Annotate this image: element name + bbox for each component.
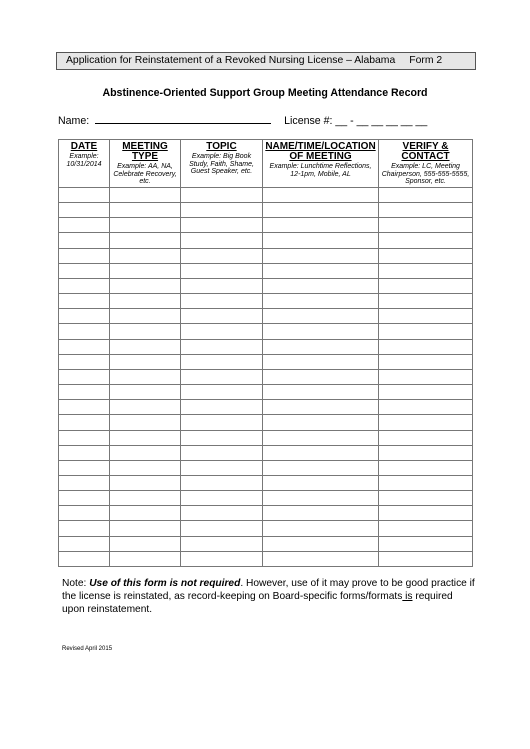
table-row [59, 339, 473, 354]
table-cell[interactable] [181, 218, 263, 233]
table-cell[interactable] [379, 460, 473, 475]
table-cell[interactable] [379, 339, 473, 354]
note-paragraph [62, 577, 478, 616]
table-cell[interactable] [379, 445, 473, 460]
revision-date: Revised April 2015 [62, 646, 113, 652]
table-cell[interactable] [59, 218, 110, 233]
table-cell[interactable] [181, 521, 263, 536]
column-header-name-time-location [263, 140, 379, 188]
table-cell[interactable] [181, 203, 263, 218]
table-cell[interactable] [181, 506, 263, 521]
note-text-2: required upon reinstatement. [62, 591, 453, 615]
table-cell[interactable] [263, 339, 379, 354]
table-row [59, 491, 473, 506]
name-field[interactable] [95, 113, 271, 124]
table-cell[interactable] [263, 385, 379, 400]
table-row [59, 430, 473, 445]
table-cell[interactable] [181, 430, 263, 445]
column-example: Example: Big Book Study, Faith, Shame, Guest Speaker, etc. [189, 153, 254, 175]
column-header-verify-contact [379, 140, 473, 188]
table-cell[interactable] [181, 536, 263, 551]
table-row [59, 551, 473, 566]
document-title: Abstinence-Oriented Support Group Meeting Attendance Record [102, 87, 428, 99]
table-cell[interactable] [181, 475, 263, 490]
table-cell[interactable] [110, 294, 181, 309]
table-cell[interactable] [263, 188, 379, 203]
table-cell[interactable] [110, 491, 181, 506]
table-cell[interactable] [110, 324, 181, 339]
table-cell[interactable] [181, 294, 263, 309]
table-cell[interactable] [263, 430, 379, 445]
table-cell[interactable] [59, 400, 110, 415]
table-cell[interactable] [110, 475, 181, 490]
table-cell[interactable] [181, 400, 263, 415]
column-title: MEETING [122, 141, 168, 152]
table-cell[interactable] [263, 248, 379, 263]
table-cell[interactable] [379, 475, 473, 490]
name-label: Name: [58, 115, 90, 127]
table-row [59, 385, 473, 400]
table-cell[interactable] [110, 551, 181, 566]
table-row [59, 460, 473, 475]
table-cell[interactable] [379, 506, 473, 521]
table-cell[interactable] [181, 248, 263, 263]
name-license-row [58, 113, 427, 127]
table-cell[interactable] [379, 278, 473, 293]
table-cell[interactable] [263, 203, 379, 218]
table-row [59, 309, 473, 324]
table-cell[interactable] [379, 203, 473, 218]
table-cell[interactable] [263, 400, 379, 415]
table-cell[interactable] [59, 324, 110, 339]
table-cell[interactable] [181, 551, 263, 566]
table-cell[interactable] [181, 339, 263, 354]
table-cell[interactable] [59, 430, 110, 445]
table-cell[interactable] [59, 233, 110, 248]
table-cell[interactable] [110, 248, 181, 263]
table-row [59, 248, 473, 263]
table-cell[interactable] [59, 460, 110, 475]
table-cell[interactable] [110, 460, 181, 475]
table-cell[interactable] [181, 278, 263, 293]
note-underlined: is [402, 591, 413, 602]
table-cell[interactable] [181, 188, 263, 203]
table-cell[interactable] [110, 188, 181, 203]
table-row [59, 294, 473, 309]
table-cell[interactable] [379, 324, 473, 339]
table-cell[interactable] [59, 309, 110, 324]
table-row [59, 218, 473, 233]
table-cell[interactable] [379, 369, 473, 384]
table-cell[interactable] [181, 491, 263, 506]
note-prefix: Note: [62, 578, 90, 589]
table-row [59, 263, 473, 278]
table-cell[interactable] [379, 385, 473, 400]
table-cell[interactable] [110, 400, 181, 415]
table-cell[interactable] [263, 354, 379, 369]
table-cell[interactable] [181, 415, 263, 430]
table-cell[interactable] [110, 309, 181, 324]
table-cell[interactable] [379, 248, 473, 263]
column-title: VERIFY & [402, 141, 449, 152]
table-header-row [59, 140, 473, 188]
table-cell[interactable] [181, 309, 263, 324]
table-row [59, 354, 473, 369]
table-cell[interactable] [59, 445, 110, 460]
table-cell[interactable] [110, 263, 181, 278]
table-cell[interactable] [181, 354, 263, 369]
table-cell[interactable] [181, 263, 263, 278]
table-cell[interactable] [263, 536, 379, 551]
table-cell[interactable] [59, 339, 110, 354]
attendance-table [58, 139, 473, 567]
table-cell[interactable] [263, 324, 379, 339]
table-row [59, 506, 473, 521]
table-cell[interactable] [59, 294, 110, 309]
table-cell[interactable] [263, 491, 379, 506]
table-cell[interactable] [110, 278, 181, 293]
table-cell[interactable] [379, 430, 473, 445]
table-cell[interactable] [263, 309, 379, 324]
table-cell[interactable] [59, 369, 110, 384]
table-row [59, 521, 473, 536]
column-title: NAME/TIME/LOCATION [265, 141, 376, 152]
table-cell[interactable] [379, 491, 473, 506]
table-cell[interactable] [110, 445, 181, 460]
table-cell[interactable] [263, 233, 379, 248]
column-header-topic [181, 140, 263, 188]
attendance-table-body [59, 188, 473, 567]
column-example: Example: LC, Meeting Chairperson, 555-555-5555, Sponsor, etc. [381, 163, 470, 185]
table-cell[interactable] [59, 188, 110, 203]
table-cell[interactable] [263, 551, 379, 566]
table-cell[interactable] [379, 400, 473, 415]
table-cell[interactable] [59, 385, 110, 400]
note-emphasis: Use of this form is not required [89, 578, 241, 589]
column-title: TOPIC [206, 141, 237, 152]
table-cell[interactable] [263, 218, 379, 233]
table-cell[interactable] [263, 445, 379, 460]
table-cell[interactable] [379, 233, 473, 248]
table-cell[interactable] [379, 188, 473, 203]
table-cell[interactable] [379, 415, 473, 430]
table-cell[interactable] [59, 506, 110, 521]
table-cell[interactable] [110, 385, 181, 400]
table-cell[interactable] [59, 263, 110, 278]
table-cell[interactable] [263, 475, 379, 490]
form-header-bar [56, 52, 476, 70]
table-cell[interactable] [379, 536, 473, 551]
table-cell[interactable] [263, 278, 379, 293]
table-cell[interactable] [181, 369, 263, 384]
table-row [59, 324, 473, 339]
column-header-meeting-type [110, 140, 181, 188]
table-cell[interactable] [263, 460, 379, 475]
column-header-date [59, 140, 110, 188]
table-row [59, 400, 473, 415]
table-cell[interactable] [110, 506, 181, 521]
table-cell[interactable] [379, 218, 473, 233]
table-cell[interactable] [110, 430, 181, 445]
table-cell[interactable] [110, 369, 181, 384]
table-cell[interactable] [110, 415, 181, 430]
table-cell[interactable] [263, 521, 379, 536]
table-row [59, 445, 473, 460]
table-cell[interactable] [379, 309, 473, 324]
column-example: Example: 10/31/2014 [66, 153, 102, 168]
table-cell[interactable] [110, 339, 181, 354]
table-cell[interactable] [181, 385, 263, 400]
license-label: License #: [284, 115, 333, 127]
table-cell[interactable] [110, 354, 181, 369]
table-cell[interactable] [379, 294, 473, 309]
table-cell[interactable] [110, 536, 181, 551]
table-cell[interactable] [263, 506, 379, 521]
table-cell[interactable] [59, 475, 110, 490]
table-cell[interactable] [181, 445, 263, 460]
table-cell[interactable] [59, 278, 110, 293]
table-cell[interactable] [263, 369, 379, 384]
table-cell[interactable] [379, 354, 473, 369]
column-example: Example: AA, NA, Celebrate Recovery, etc. [113, 163, 177, 185]
table-cell[interactable] [59, 415, 110, 430]
column-example: Example: Lunchtime Reflections, 12-1pm, Mobile, AL [269, 163, 372, 178]
column-title: DATE [70, 141, 98, 152]
table-row [59, 233, 473, 248]
table-cell[interactable] [59, 491, 110, 506]
table-row [59, 536, 473, 551]
column-title-line2: CONTACT [401, 151, 450, 162]
table-cell[interactable] [59, 248, 110, 263]
column-title-line2: OF MEETING [289, 151, 352, 162]
table-cell[interactable] [379, 521, 473, 536]
table-cell[interactable] [379, 263, 473, 278]
table-cell[interactable] [181, 460, 263, 475]
table-cell[interactable] [263, 294, 379, 309]
table-row [59, 278, 473, 293]
table-cell[interactable] [263, 263, 379, 278]
form-header-title: Application for Reinstatement of a Revoked Nursing License – Alabama [66, 55, 396, 66]
table-cell[interactable] [181, 233, 263, 248]
table-cell[interactable] [59, 203, 110, 218]
table-cell[interactable] [263, 415, 379, 430]
table-cell[interactable] [110, 521, 181, 536]
table-row [59, 188, 473, 203]
note-text-1: . However, use of it may prove to be good practice if the license is reinstated, as record-keeping on Board-specific forms/formats [62, 578, 475, 602]
table-cell[interactable] [110, 203, 181, 218]
table-row [59, 369, 473, 384]
table-cell[interactable] [59, 354, 110, 369]
table-cell[interactable] [110, 233, 181, 248]
table-cell[interactable] [181, 324, 263, 339]
table-row [59, 475, 473, 490]
table-cell[interactable] [59, 536, 110, 551]
license-field[interactable]: __ - __ __ __ __ __ [335, 115, 428, 127]
form-number: Form 2 [409, 55, 443, 66]
table-row [59, 415, 473, 430]
table-cell[interactable] [379, 551, 473, 566]
table-row [59, 203, 473, 218]
table-cell[interactable] [110, 218, 181, 233]
column-title-line2: TYPE [131, 151, 159, 162]
table-cell[interactable] [59, 551, 110, 566]
table-cell[interactable] [59, 521, 110, 536]
